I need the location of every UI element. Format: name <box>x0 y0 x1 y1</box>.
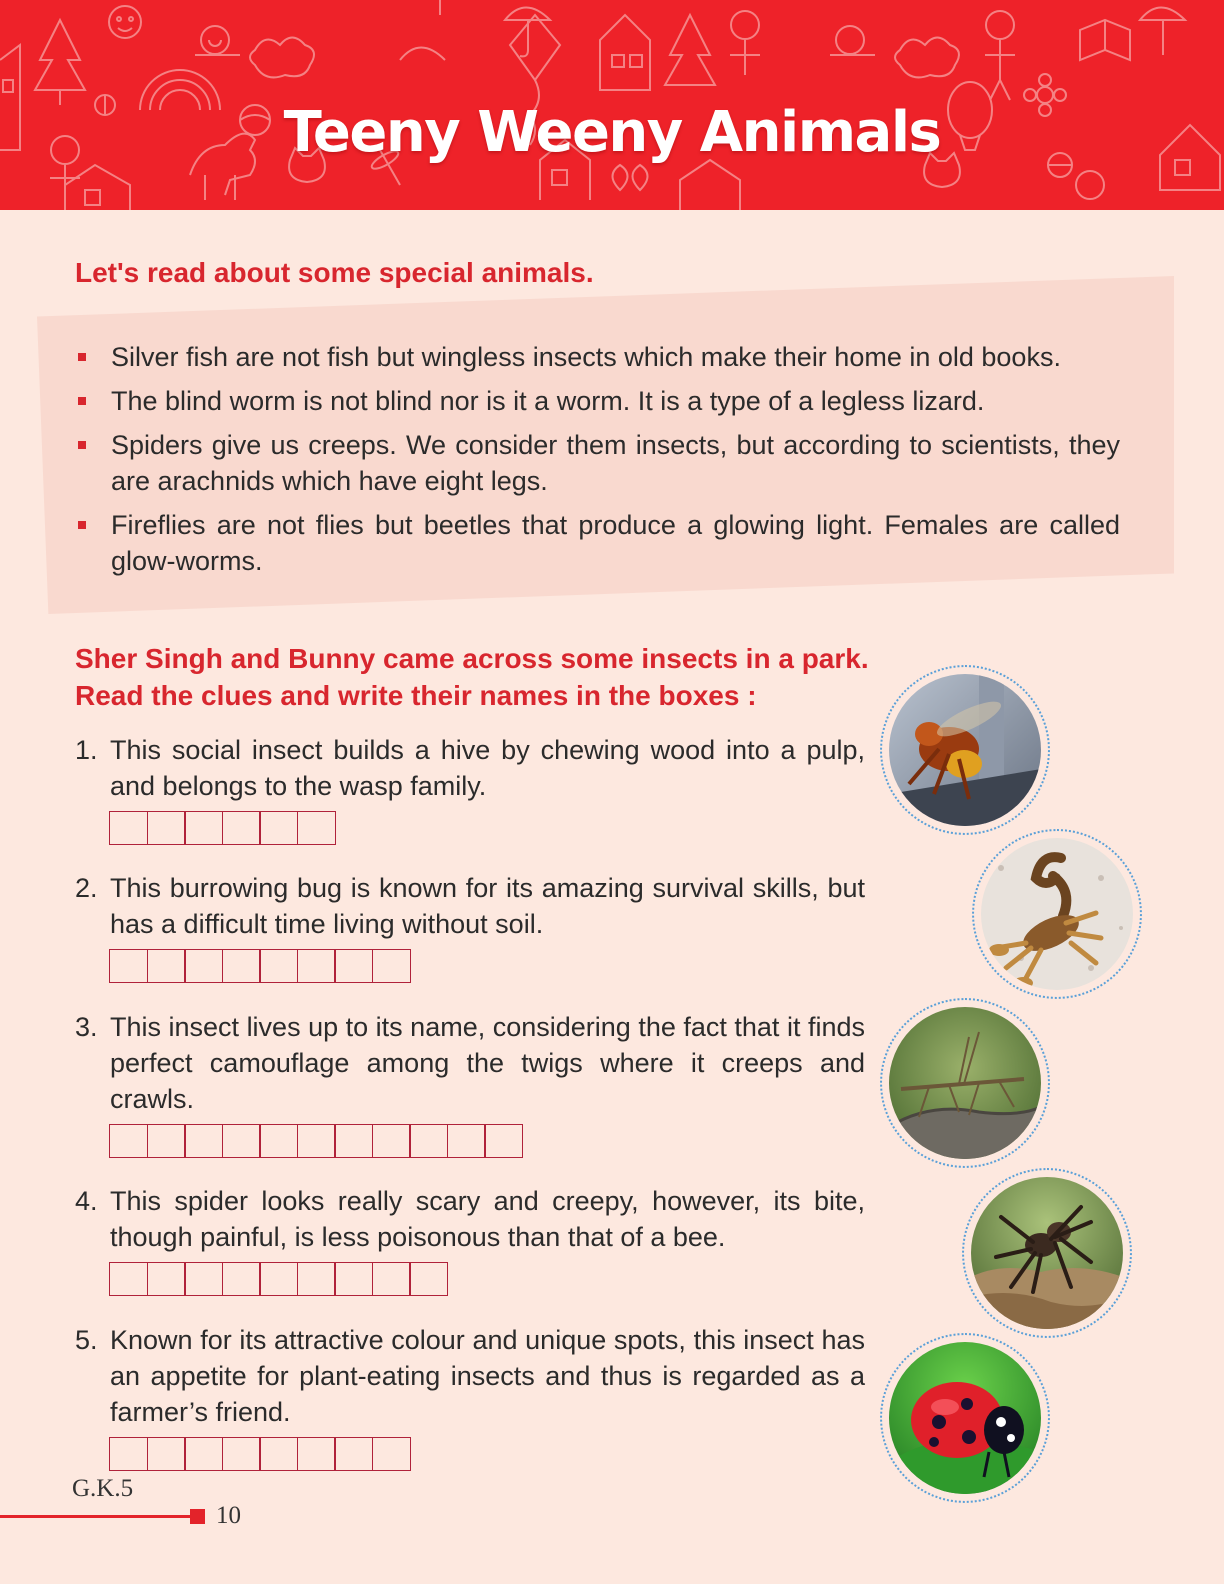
letter-box[interactable] <box>297 1437 336 1471</box>
letter-box[interactable] <box>109 1437 148 1471</box>
letter-box[interactable] <box>259 811 298 845</box>
clue-text: This social insect builds a hive by chewing wood into a pulp, and belongs to the wasp family. <box>110 735 865 801</box>
letter-box[interactable] <box>484 1124 523 1158</box>
letter-box[interactable] <box>259 1262 298 1296</box>
tarantula-icon <box>971 1177 1123 1329</box>
letter-box[interactable] <box>372 1262 411 1296</box>
clue-5 <box>75 1322 865 1430</box>
answer-boxes-3[interactable] <box>109 1124 522 1158</box>
letter-box[interactable] <box>222 811 261 845</box>
letter-box[interactable] <box>184 949 223 983</box>
footer-rule <box>0 1515 192 1518</box>
letter-box[interactable] <box>409 1124 448 1158</box>
hornet-icon <box>889 674 1041 826</box>
ladybird-icon <box>889 1342 1041 1494</box>
letter-box[interactable] <box>334 949 373 983</box>
clue-2 <box>75 870 865 942</box>
letter-box[interactable] <box>222 1437 261 1471</box>
answer-boxes-5[interactable] <box>109 1437 409 1471</box>
clue-text: Known for its attractive colour and unique spots, this insect has an appetite for plant-eating insects and thus is regarded as a farmer’s friend. <box>110 1325 865 1427</box>
fact-item: Fireflies are not flies but beetles that produce a glowing light. Females are called glow-worms. <box>75 507 1120 579</box>
fact-item: The blind worm is not blind nor is it a worm. It is a type of a legless lizard. <box>75 383 1120 419</box>
answer-boxes-1[interactable] <box>109 811 334 845</box>
letter-box[interactable] <box>147 1437 186 1471</box>
page-title: Teeny Weeny Animals <box>283 100 941 165</box>
scorpion-photo <box>972 829 1142 999</box>
letter-box[interactable] <box>259 1124 298 1158</box>
clue-text: This insect lives up to its name, considering the fact that it finds perfect camouflage among the twigs where it creeps and crawls. <box>110 1012 865 1114</box>
letter-box[interactable] <box>109 1124 148 1158</box>
answer-boxes-4[interactable] <box>109 1262 447 1296</box>
letter-box[interactable] <box>259 1437 298 1471</box>
bullet-icon <box>78 441 86 449</box>
letter-box[interactable] <box>372 1124 411 1158</box>
letter-box[interactable] <box>334 1437 373 1471</box>
letter-box[interactable] <box>147 1124 186 1158</box>
hornet-photo <box>880 665 1050 835</box>
clue-4 <box>75 1183 865 1255</box>
scorpion-icon <box>981 838 1133 990</box>
letter-box[interactable] <box>447 1124 486 1158</box>
fact-item: Spiders give us creeps. We consider them insects, but according to scientists, they are arachnids which have eight legs. <box>75 427 1120 499</box>
bullet-icon <box>78 397 86 405</box>
answer-boxes-2[interactable] <box>109 949 409 983</box>
ladybird-photo <box>880 1333 1050 1503</box>
letter-box[interactable] <box>184 1124 223 1158</box>
letter-box[interactable] <box>409 1262 448 1296</box>
bullet-icon <box>78 521 86 529</box>
letter-box[interactable] <box>297 1262 336 1296</box>
letter-box[interactable] <box>297 811 336 845</box>
clue-text: This burrowing bug is known for its amazing survival skills, but has a difficult time living without soil. <box>110 873 865 939</box>
letter-box[interactable] <box>297 1124 336 1158</box>
letter-box[interactable] <box>109 811 148 845</box>
title-banner <box>0 0 1224 210</box>
letter-box[interactable] <box>372 1437 411 1471</box>
bullet-icon <box>78 353 86 361</box>
clue-3 <box>75 1009 865 1117</box>
letter-box[interactable] <box>147 1262 186 1296</box>
fact-item: Silver fish are not fish but wingless insects which make their home in old books. <box>75 339 1120 375</box>
page-number: 10 <box>216 1502 241 1529</box>
intro-heading: Let's read about some special animals. <box>75 257 594 288</box>
tarantula-photo <box>962 1168 1132 1338</box>
clue-number: 5. <box>75 1325 98 1355</box>
letter-box[interactable] <box>184 811 223 845</box>
letter-box[interactable] <box>297 949 336 983</box>
letter-box[interactable] <box>372 949 411 983</box>
clue-1 <box>75 732 865 804</box>
clue-number: 1. <box>75 735 98 765</box>
clue-number: 2. <box>75 873 98 903</box>
letter-box[interactable] <box>109 1262 148 1296</box>
stick-insect-photo <box>880 998 1050 1168</box>
clue-number: 4. <box>75 1186 98 1216</box>
letter-box[interactable] <box>147 949 186 983</box>
letter-box[interactable] <box>147 811 186 845</box>
clue-number: 3. <box>75 1012 98 1042</box>
letter-box[interactable] <box>334 1262 373 1296</box>
facts-list <box>75 339 1120 587</box>
letter-box[interactable] <box>222 949 261 983</box>
footer-square-icon <box>190 1509 205 1524</box>
letter-box[interactable] <box>222 1262 261 1296</box>
letter-box[interactable] <box>334 1124 373 1158</box>
clue-text: This spider looks really scary and creepy, however, its bite, though painful, is less poisonous than that of a bee. <box>110 1186 865 1252</box>
letter-box[interactable] <box>109 949 148 983</box>
stick-insect-icon <box>889 1007 1041 1159</box>
activity-heading: Sher Singh and Bunny came across some insects in a park. Read the clues and write their names in the boxes : <box>75 643 869 711</box>
book-label: G.K.5 <box>72 1475 134 1502</box>
letter-box[interactable] <box>259 949 298 983</box>
letter-box[interactable] <box>222 1124 261 1158</box>
letter-box[interactable] <box>184 1437 223 1471</box>
letter-box[interactable] <box>184 1262 223 1296</box>
